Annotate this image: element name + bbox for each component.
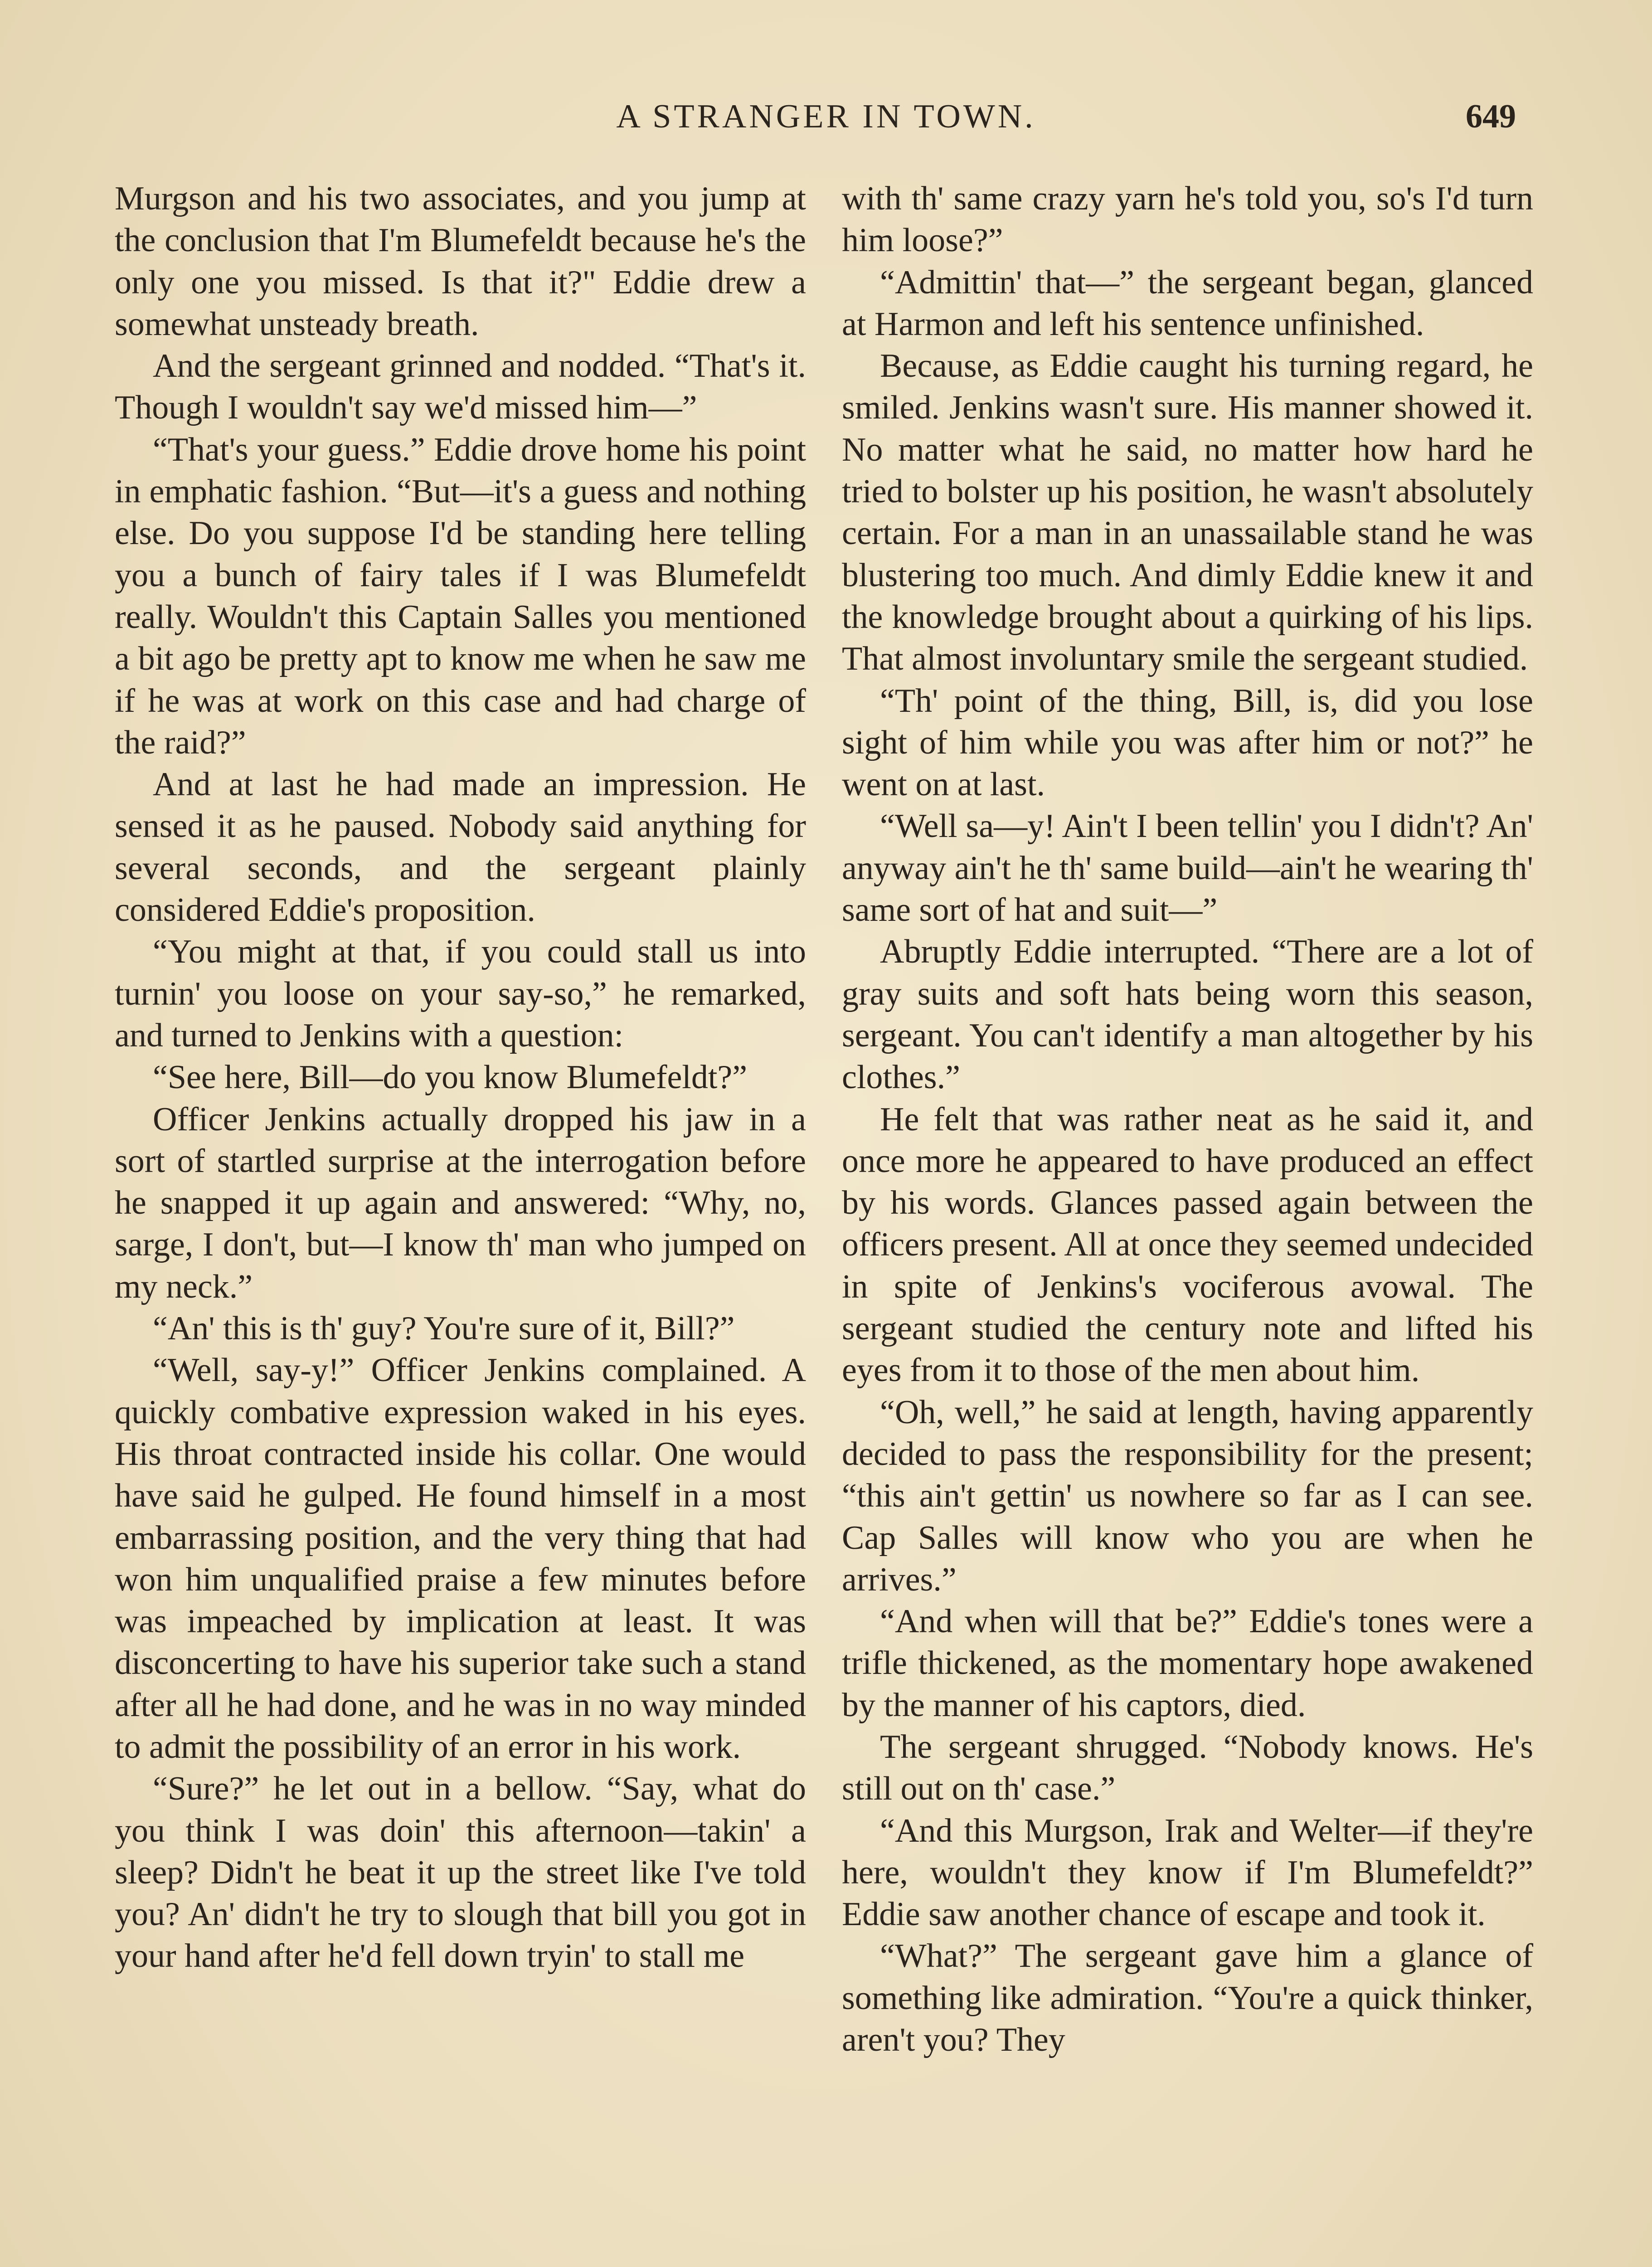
paragraph: “And this Murgson, Irak and Welter—if they're here, wouldn't they know if I'm Blumefeldt?” Eddie saw another chance of escape and took it. [842,1812,1533,1933]
paragraph: “An' this is th' guy? You're sure of it, Bill?” [153,1310,735,1348]
paragraph: “And when will that be?” Eddie's tones were a trifle thickened, as the momentary hope awakened by the manner of his captors, died. [842,1603,1533,1724]
paragraph: “Sure?” he let out in a bellow. “Say, what do you think I was doin' this afternoon—takin' a sleep? Didn't he beat it up the street like I've told you? An' didn't he try to slough that bill you got in your hand after he'd fell down tryin' to stall me [115,1770,806,1975]
paragraph: Officer Jenkins actually dropped his jaw in a sort of startled surprise at the interrogation before he snapped it up again and answered: “Why, no, sarge, I don't, but—I know th' man who jumped on my neck.” [115,1100,806,1305]
paragraph: “That's your guess.” Eddie drove home his point in emphatic fashion. “But—it's a guess and nothing else. Do you suppose I'd be standing here telling you a bunch of fairy tales if I was Blumefeldt really. Wouldn't this Captain Salles you mentioned a bit ago be pretty apt to know me when he saw me if he was at work on this case and had charge of the raid?” [115,431,806,761]
paragraph: “You might at that, if you could stall us into turnin' you loose on your say-so,” he remarked, and turned to Jenkins with a question: [115,933,806,1054]
paragraph: “See here, Bill—do you know Blumefeldt?” [153,1059,748,1096]
right-column [842,178,1533,2267]
paragraph: And the sergeant grinned and nodded. “That's it. Though I wouldn't say we'd missed him—” [115,347,806,427]
paragraph: Abruptly Eddie interrupted. “There are a lot of gray suits and soft hats being worn this season, sergeant. You can't identify a man altogether by his clothes.” [842,933,1533,1096]
paragraph: “Well sa—y! Ain't I been tellin' you I didn't? An' anyway ain't he th' same build—ain't he wearing th' same sort of hat and suit—” [842,808,1533,929]
page-number: 649 [1466,98,1516,135]
paragraph: The sergeant shrugged. “Nobody knows. He's still out on th' case.” [842,1728,1533,1808]
paragraph: He felt that was rather neat as he said it, and once more he appeared to have produced an effect by his words. Glances passed again between the officers present. All at once they seemed undecided in spite of Jenkins's vociferous avowal. The sergeant studied the century note and lifted his eyes from it to those of the men about him. [842,1100,1533,1389]
left-column [115,178,806,2267]
paragraph: “Th' point of the thing, Bill, is, did you lose sight of him while you was after him or not?” he went on at last. [842,682,1533,803]
running-title: A STRANGER IN TOWN. [616,98,1036,135]
paragraph: “Well, say-y!” Officer Jenkins complained. A quickly combative expression waked in his eyes. His throat contracted inside his collar. One would have said he gulped. He found himself in a most embarrassing position, and the very thing that had won him unqualified praise a few minutes before was impeached by implication at least. It was disconcerting to have his superior take such a stand after all he had done, and he was in no way minded to admit the possibility of an error in his work. [115,1352,806,1766]
paragraph: “Admittin' that—” the sergeant began, glanced at Harmon and left his sentence unfinished. [842,263,1533,343]
paragraph: Murgson and his two associates, and you jump at the conclusion that I'm Blumefeldt because he's the only one you missed. Is that it?" Eddie drew a somewhat unsteady breath. [115,180,806,343]
paragraph: And at last he had made an impression. He sensed it as he paused. Nobody said anything for several seconds, and the sergeant plainly considered Eddie's proposition. [115,766,806,929]
paragraph: Because, as Eddie caught his turning regard, he smiled. Jenkins wasn't sure. His manner showed it. No matter what he said, no matter how hard he tried to bolster up his position, he wasn't absolutely certain. For a man in an unassailable stand he was blustering too much. And dimly Eddie knew it and the knowledge brought about a quirking of his lips. That almost involuntary smile the sergeant studied. [842,347,1533,678]
paragraph: “Oh, well,” he said at length, having apparently decided to pass the responsibility for the present; “this ain't gettin' us nowhere so far as I can see. Cap Salles will know who you are when he arrives.” [842,1393,1533,1598]
running-head [113,97,1539,138]
paragraph: “What?” The sergeant gave him a glance of something like admiration. “You're a quick thinker, aren't you? They [842,1937,1533,2059]
paragraph: with th' same crazy yarn he's told you, so's I'd turn him loose?” [842,180,1533,259]
